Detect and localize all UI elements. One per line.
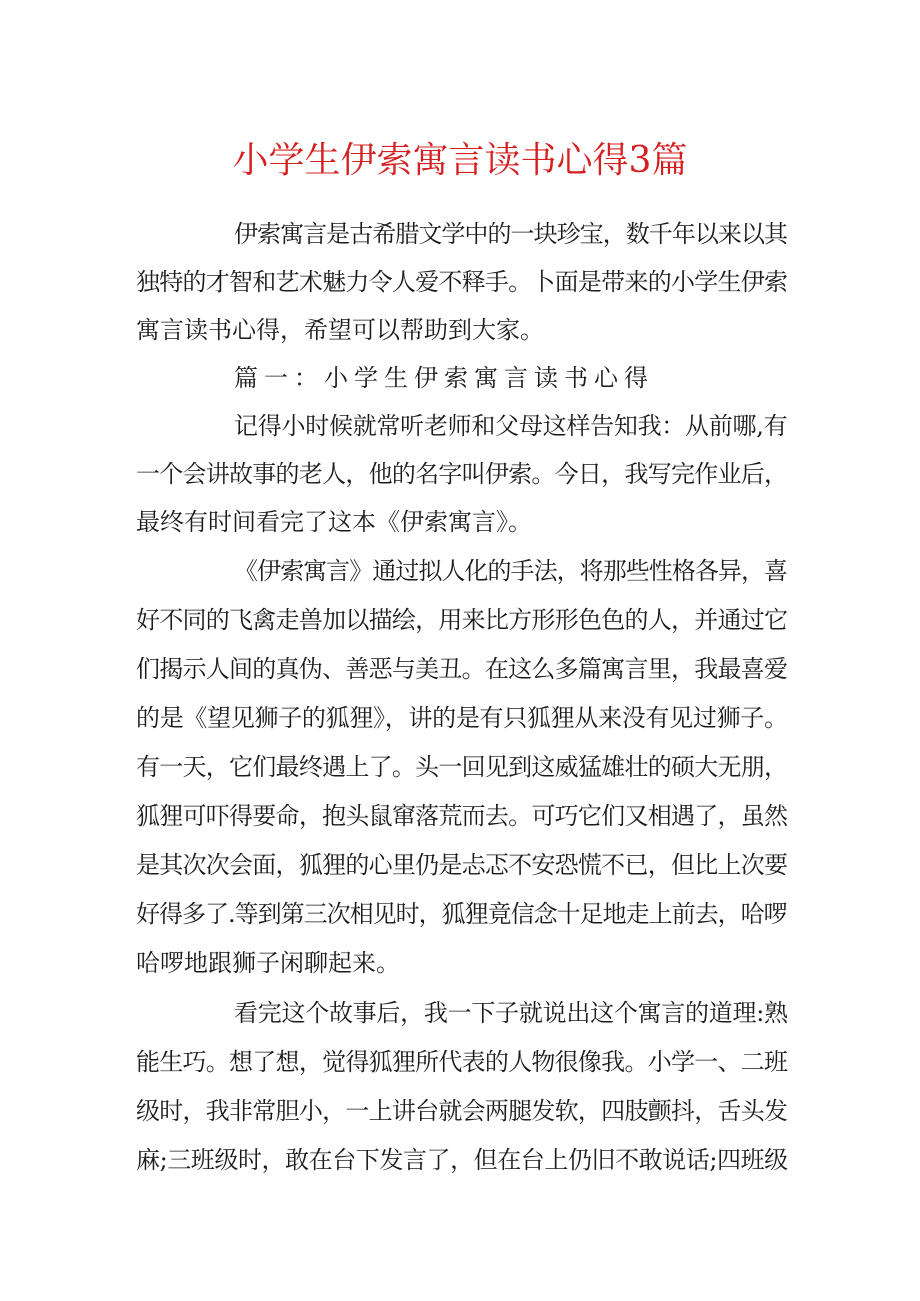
para2-line-3: 们揭示人间的真伪、善恶与美丑。在这么多篇寓言里，我最喜爱 <box>136 655 788 683</box>
para3-line-2: 能生巧。想了想，觉得狐狸所代表的人物很像我。小学一、二班 <box>136 1048 788 1076</box>
para2-line-1: 《伊索寓言》通过拟人化的手法，将那些性格各异，喜 <box>234 557 788 585</box>
para2-line-4: 的是《望见狮子的狐狸》，讲的是有只狐狸从来没有见过狮子。 <box>136 704 788 732</box>
para2-line-8: 好得多了.等到第三次相见时，狐狸竟信念十足地走上前去，哈啰 <box>136 900 787 928</box>
para2-line-7: 是其次次会面，狐狸的心里仍是忐忑不安恐慌不已，但比上次要 <box>136 851 788 879</box>
para2-line-6: 狐狸可吓得要命，抱头鼠窜落荒而去。可巧它们又相遇了，虽然 <box>136 802 788 830</box>
para2-line-9: 哈啰地跟狮子闲聊起来。 <box>136 949 400 977</box>
intro-line-3: 寓言读书心得，希望可以帮助到大家。 <box>136 316 544 344</box>
intro-line-2: 独特的才智和艺术魅力令人爱不释手。卜面是带来的小学生伊索 <box>136 268 788 296</box>
intro-line-1: 伊索寓言是古希腊文学中的一块珍宝，数千年以来以其 <box>234 220 788 248</box>
para1-line-1: 记得小时候就常听老师和父母这样告知我：从前哪,有 <box>234 412 788 440</box>
document-title: 小学生伊索寓言读书心得3篇 <box>232 140 688 181</box>
para1-line-3: 最终有时间看完了这本《伊索寓言》。 <box>136 508 532 536</box>
para3-line-4: 麻;三班级时，敢在台下发言了，但在台上仍旧不敢说话;四班级 <box>136 1146 788 1174</box>
para2-line-2: 好不同的飞禽走兽加以描绘，用来比方形形色色的人，并通过它 <box>136 606 788 634</box>
para3-line-1: 看完这个故事后，我一下子就说出这个寓言的道理:熟 <box>234 999 788 1027</box>
para3-line-3: 级时，我非常胆小，一上讲台就会两腿发软，四肢颤抖，舌头发 <box>136 1097 788 1125</box>
section-heading: 篇一：小学生伊索寓言读书心得 <box>234 364 654 392</box>
para1-line-2: 一个会讲故事的老人，他的名字叫伊索。今日，我写完作业后， <box>136 460 788 488</box>
para2-line-5: 有一天，它们最终遇上了。头一回见到这威猛雄壮的硕大无朋， <box>136 753 788 781</box>
